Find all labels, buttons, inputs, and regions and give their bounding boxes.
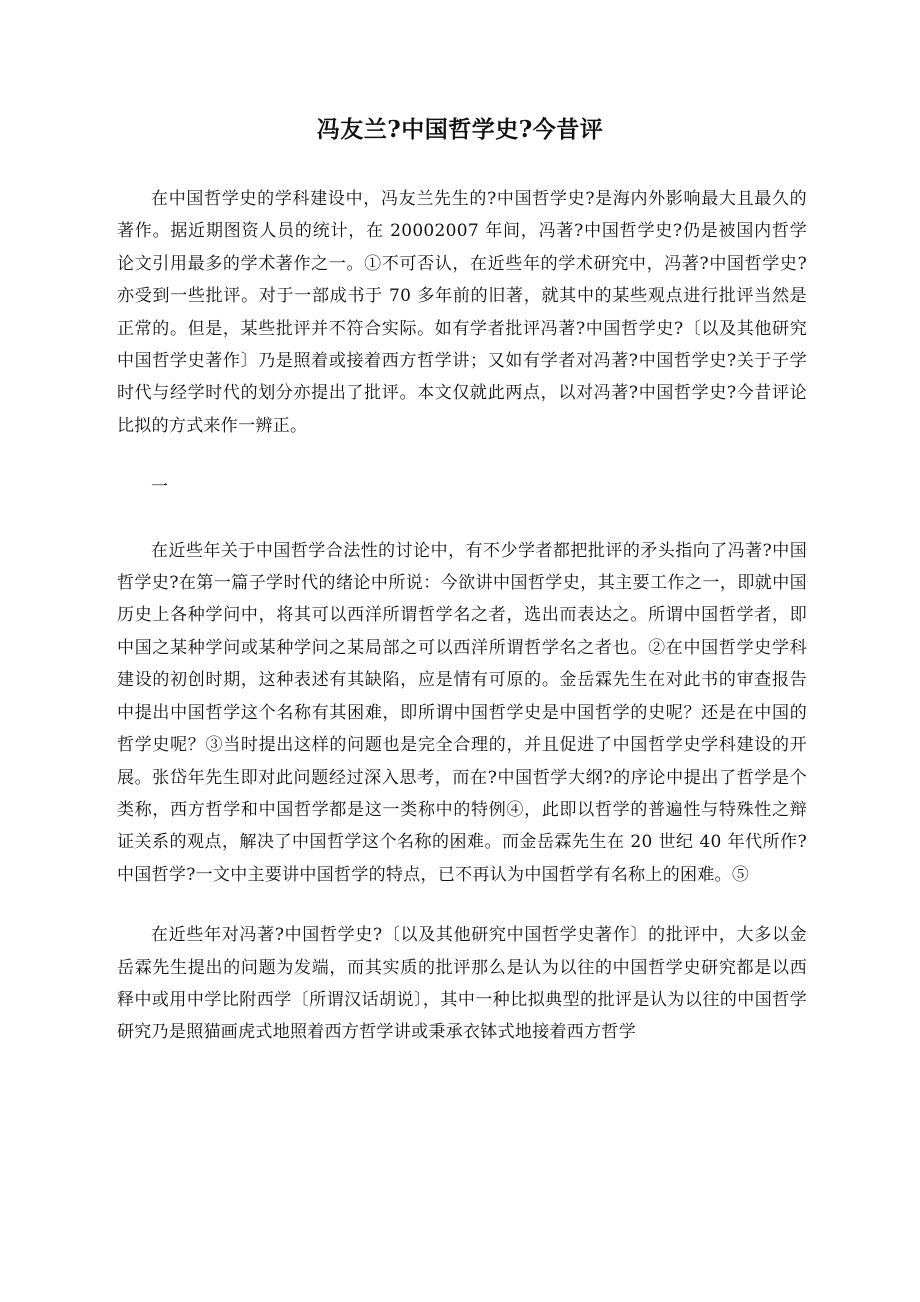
document-body (117, 183, 807, 1049)
paragraph-criticism: 在近些年对冯著?中国哲学史?〔以及其他研究中国哲学史著作〕的批评中，大多以金岳霖先生提出的问题为发端，而其实质的批评那么是认为以往的中国哲学史研究都是以西释中或用中学比附西学〔所谓汉话胡说〕，其中一种比拟典型的批评是认为以往的中国哲学研究乃是照猫画虎式地照着西方哲学讲或秉承衣钵式地接着西方哲学 (117, 925, 807, 1043)
paragraph-intro: 在中国哲学史的学科建设中，冯友兰先生的?中国哲学史?是海内外影响最大且最久的著作。据近期图资人员的统计，在 20002007 年间，冯著?中国哲学史?仍是被国内哲学论文引用最多的学术著作之一。①不可否认，在近些年的学术研究中，冯著?中国哲学史?亦受到一些批评。对于一部成书于 70 多年前的旧著，就其中的某些观点进行批评当然是正常的。但是，某些批评并不符合实际。如有学者批评冯著?中国哲学史?〔以及其他研究中国哲学史著作〕乃是照着或接着西方哲学讲；又如有学者对冯著?中国哲学史?关于子学时代与经学时代的划分亦提出了批评。本文仅就此两点，以对冯著?中国哲学史?今昔评论比拟的方式来作一辨正。 (117, 189, 807, 436)
document-title: 冯友兰?中国哲学史?今昔评 (316, 116, 604, 143)
paragraph-section-one: 在近些年关于中国哲学合法性的讨论中，有不少学者都把批评的矛头指向了冯著?中国哲学史?在第一篇子学时代的绪论中所说：今欲讲中国哲学史，其主要工作之一，即就中国历史上各种学问中，将其可以西洋所谓哲学名之者，选出而表达之。所谓中国哲学者，即中国之某种学问或某种学问之某局部之可以西洋所谓哲学名之者也。②在中国哲学史学科建设的初创时期，这种表述有其缺陷，应是情有可原的。金岳霖先生在对此书的审查报告中提出中国哲学这个名称有其困难，即所谓中国哲学史是中国哲学的史呢？还是在中国的哲学史呢？③当时提出这样的问题也是完全合理的，并且促进了中国哲学史学科建设的开展。张岱年先生即对此问题经过深入思考，而在?中国哲学大纲?的序论中提出了哲学是个类称，西方哲学和中国哲学都是这一类称中的特例④，此即以哲学的普遍性与特殊性之辩证关系的观点，解决了中国哲学这个名称的困难。而金岳霖先生在 20 世纪 40 年代所作?中国哲学?一文中主要讲中国哲学的特点，已不再认为中国哲学有名称上的困难。⑤ (117, 540, 807, 885)
section-heading-one: 一 (151, 477, 169, 498)
